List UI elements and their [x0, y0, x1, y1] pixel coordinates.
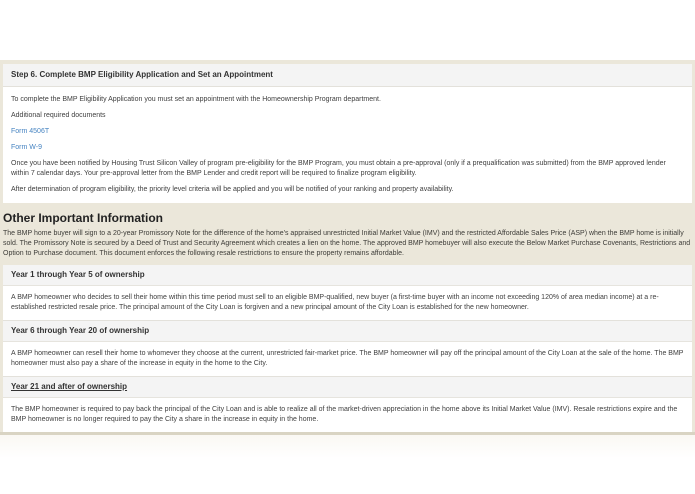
year-6-20-text: A BMP homeowner can resell their home to whomever they choose at the current, unrestricted fair-market price. The BMP homeowner will pay off the principal amount of the City Loan at the sale of the home. The BMP homeowner must also pay a share of the increase in equity in the home to the City. [11, 350, 684, 367]
year-6-20-section-header [3, 320, 692, 342]
year-1-5-section-header [3, 265, 692, 286]
step6-intro-text: To complete the BMP Eligibility Application you must set an appointment with the Homeownership Program department. [11, 96, 381, 103]
link-line [11, 143, 684, 153]
resale-restrictions-group [3, 265, 692, 432]
year-21-plus-section-header [3, 376, 692, 398]
other-info-title: Other Important Information [3, 211, 163, 225]
additional-docs-label: Additional required documents [11, 112, 106, 119]
step6-section-header [3, 64, 692, 87]
pre-approval-paragraph: Once you have been notified by Housing Trust Silicon Valley of program pre-eligibility for the BMP Program, you must obtain a pre-approval (only if a prequalification was submitted) from the BMP approved lender within 7 calendar days. Your pre-approval letter from the BMP Lender and credit report will be required to finalize program eligibility. [11, 160, 666, 177]
top-whitespace [0, 0, 695, 60]
link-line [11, 127, 684, 137]
year-21-plus-title: Year 21 and after of ownership [11, 382, 128, 391]
bottom-whitespace [0, 435, 695, 493]
step6-panel [3, 64, 692, 203]
step6-title: Step 6. Complete BMP Eligibility Application and Set an Appointment [11, 70, 273, 79]
year-6-20-title: Year 6 through Year 20 of ownership [11, 326, 150, 335]
year-1-5-title: Year 1 through Year 5 of ownership [11, 270, 145, 279]
year-6-20-section-body [3, 342, 692, 376]
year-21-plus-section-body [3, 398, 692, 432]
form-w9-link[interactable]: Form W-9 [11, 144, 42, 151]
year-1-5-text: A BMP homeowner who decides to sell their home within this time period must sell to an eligible BMP-qualified, new buyer (a first-time buyer with an income not exceeding 120% of area median income) at a re-established restricted resale price. The principal amount of the City Loan is forgiven and a new principal amount of the City Loan is established for the new homeowner. [11, 294, 659, 311]
year-1-5-section-body [3, 286, 692, 320]
content-area [0, 60, 695, 435]
step6-section-body [3, 87, 692, 203]
form-4506t-link[interactable]: Form 4506T [11, 128, 50, 135]
priority-level-paragraph: After determination of program eligibility, the priority level criteria will be applied and you will be notified of your ranking and property availability. [11, 186, 454, 193]
other-info-intro-text: The BMP home buyer will sign to a 20-year Promissory Note for the difference of the home's appraised unrestricted Initial Market Value (IMV) and the restricted Affordable Sales Price (ASP) when the BMP home is initially sold. The Promissory Note is secured by a Deed of Trust and Security Agreement which creates a lien on the home. The approved BMP homebuyer will also execute the Below Market Purchase Covenants, Restrictions and Option to Purchase document. This document enforces the following resale restrictions to ensure the property remains affordable. [3, 230, 691, 257]
year-21-plus-text: The BMP homeowner is required to pay back the principal of the City Loan and is able to realize all of the market-driven appreciation in the home above its Initial Market Value (IMV). Resale restrictions expire and the BMP homeowner is no longer required to pay the City a share in the increase in equity in the home. [11, 406, 678, 423]
